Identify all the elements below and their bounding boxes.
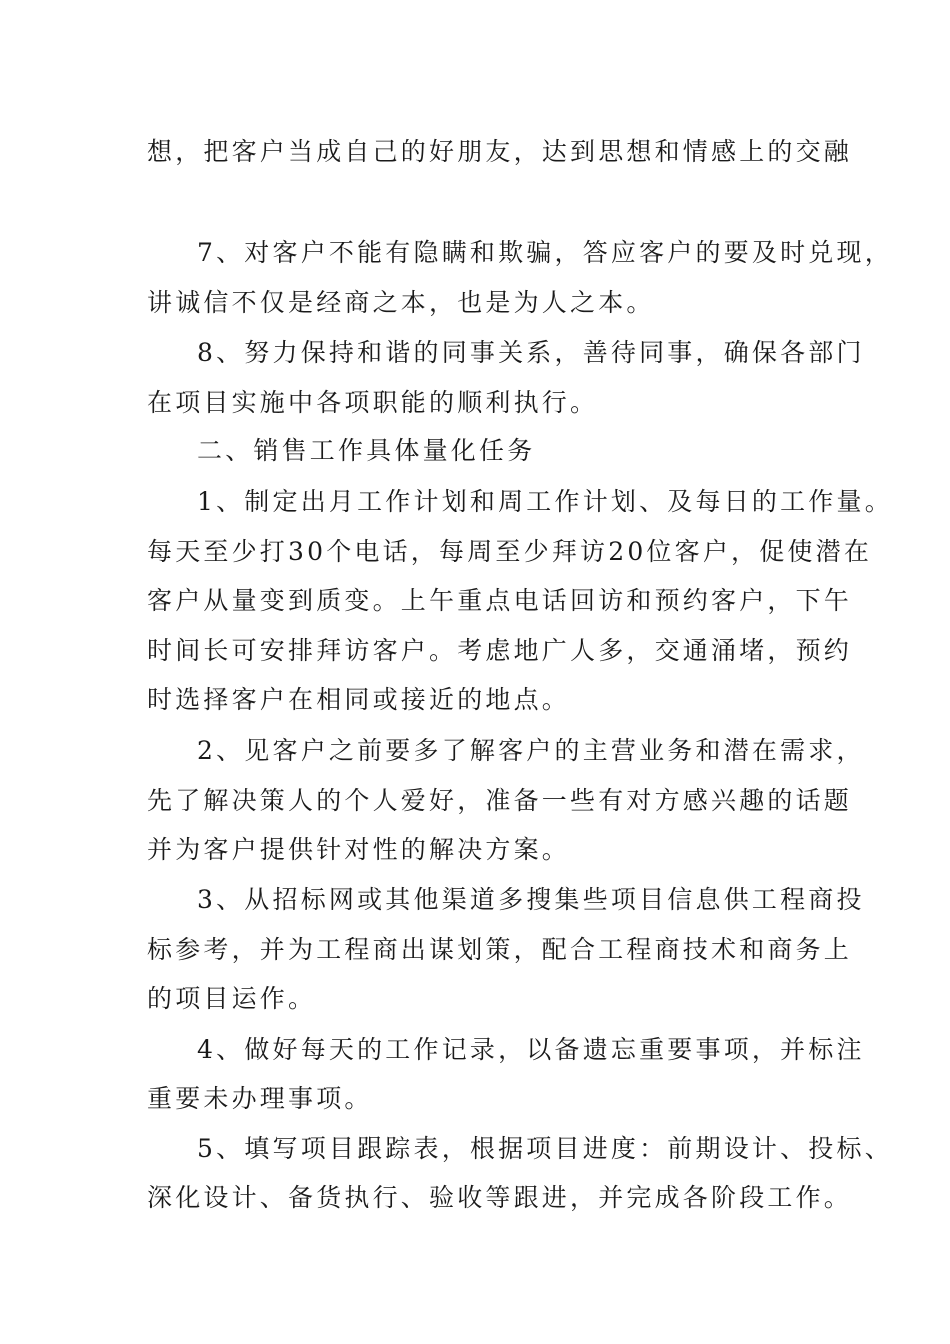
paragraph-line: 标参考，并为工程商出谋划策，配合工程商技术和商务上 [147, 935, 853, 964]
paragraph-line: 并为客户提供针对性的解决方案。 [147, 835, 571, 864]
paragraph-line: 重要未办理事项。 [147, 1084, 373, 1113]
paragraph-line: 5、填写项目跟踪表，根据项目进度：前期设计、投标、 [197, 1134, 893, 1163]
paragraph-line: 先了解决策人的个人爱好，准备一些有对方感兴趣的话题 [147, 786, 853, 815]
paragraph-line: 2、见客户之前要多了解客户的主营业务和潜在需求， [197, 736, 865, 765]
paragraph-line: 深化设计、备货执行、验收等跟进，并完成各阶段工作。 [147, 1183, 853, 1212]
paragraph-line: 客户从量变到质变。上午重点电话回访和预约客户，下午 [147, 586, 853, 615]
paragraph-line: 的项目运作。 [147, 984, 317, 1013]
paragraph-line: 每天至少打30个电话，每周至少拜访20位客户，促使潜在 [147, 537, 873, 566]
paragraph-line: 想，把客户当成自己的好朋友，达到思想和情感上的交融 [147, 137, 853, 166]
paragraph-line: 8、努力保持和谐的同事关系，善待同事，确保各部门 [197, 338, 865, 367]
paragraph-line: 3、从招标网或其他渠道多搜集些项目信息供工程商投 [197, 885, 865, 914]
paragraph-line: 讲诚信不仅是经商之本，也是为人之本。 [147, 288, 655, 317]
paragraph-line: 1、制定出月工作计划和周工作计划、及每日的工作量。 [197, 487, 893, 516]
section-heading: 二、销售工作具体量化任务 [197, 436, 536, 465]
paragraph-line: 时选择客户在相同或接近的地点。 [147, 685, 571, 714]
paragraph-line: 时间长可安排拜访客户。考虑地广人多，交通涌堵，预约 [147, 636, 853, 665]
paragraph-line: 在项目实施中各项职能的顺利执行。 [147, 388, 599, 417]
paragraph-line: 4、做好每天的工作记录，以备遗忘重要事项，并标注 [197, 1035, 865, 1064]
paragraph-line: 7、对客户不能有隐瞒和欺骗，答应客户的要及时兑现， [197, 238, 893, 267]
